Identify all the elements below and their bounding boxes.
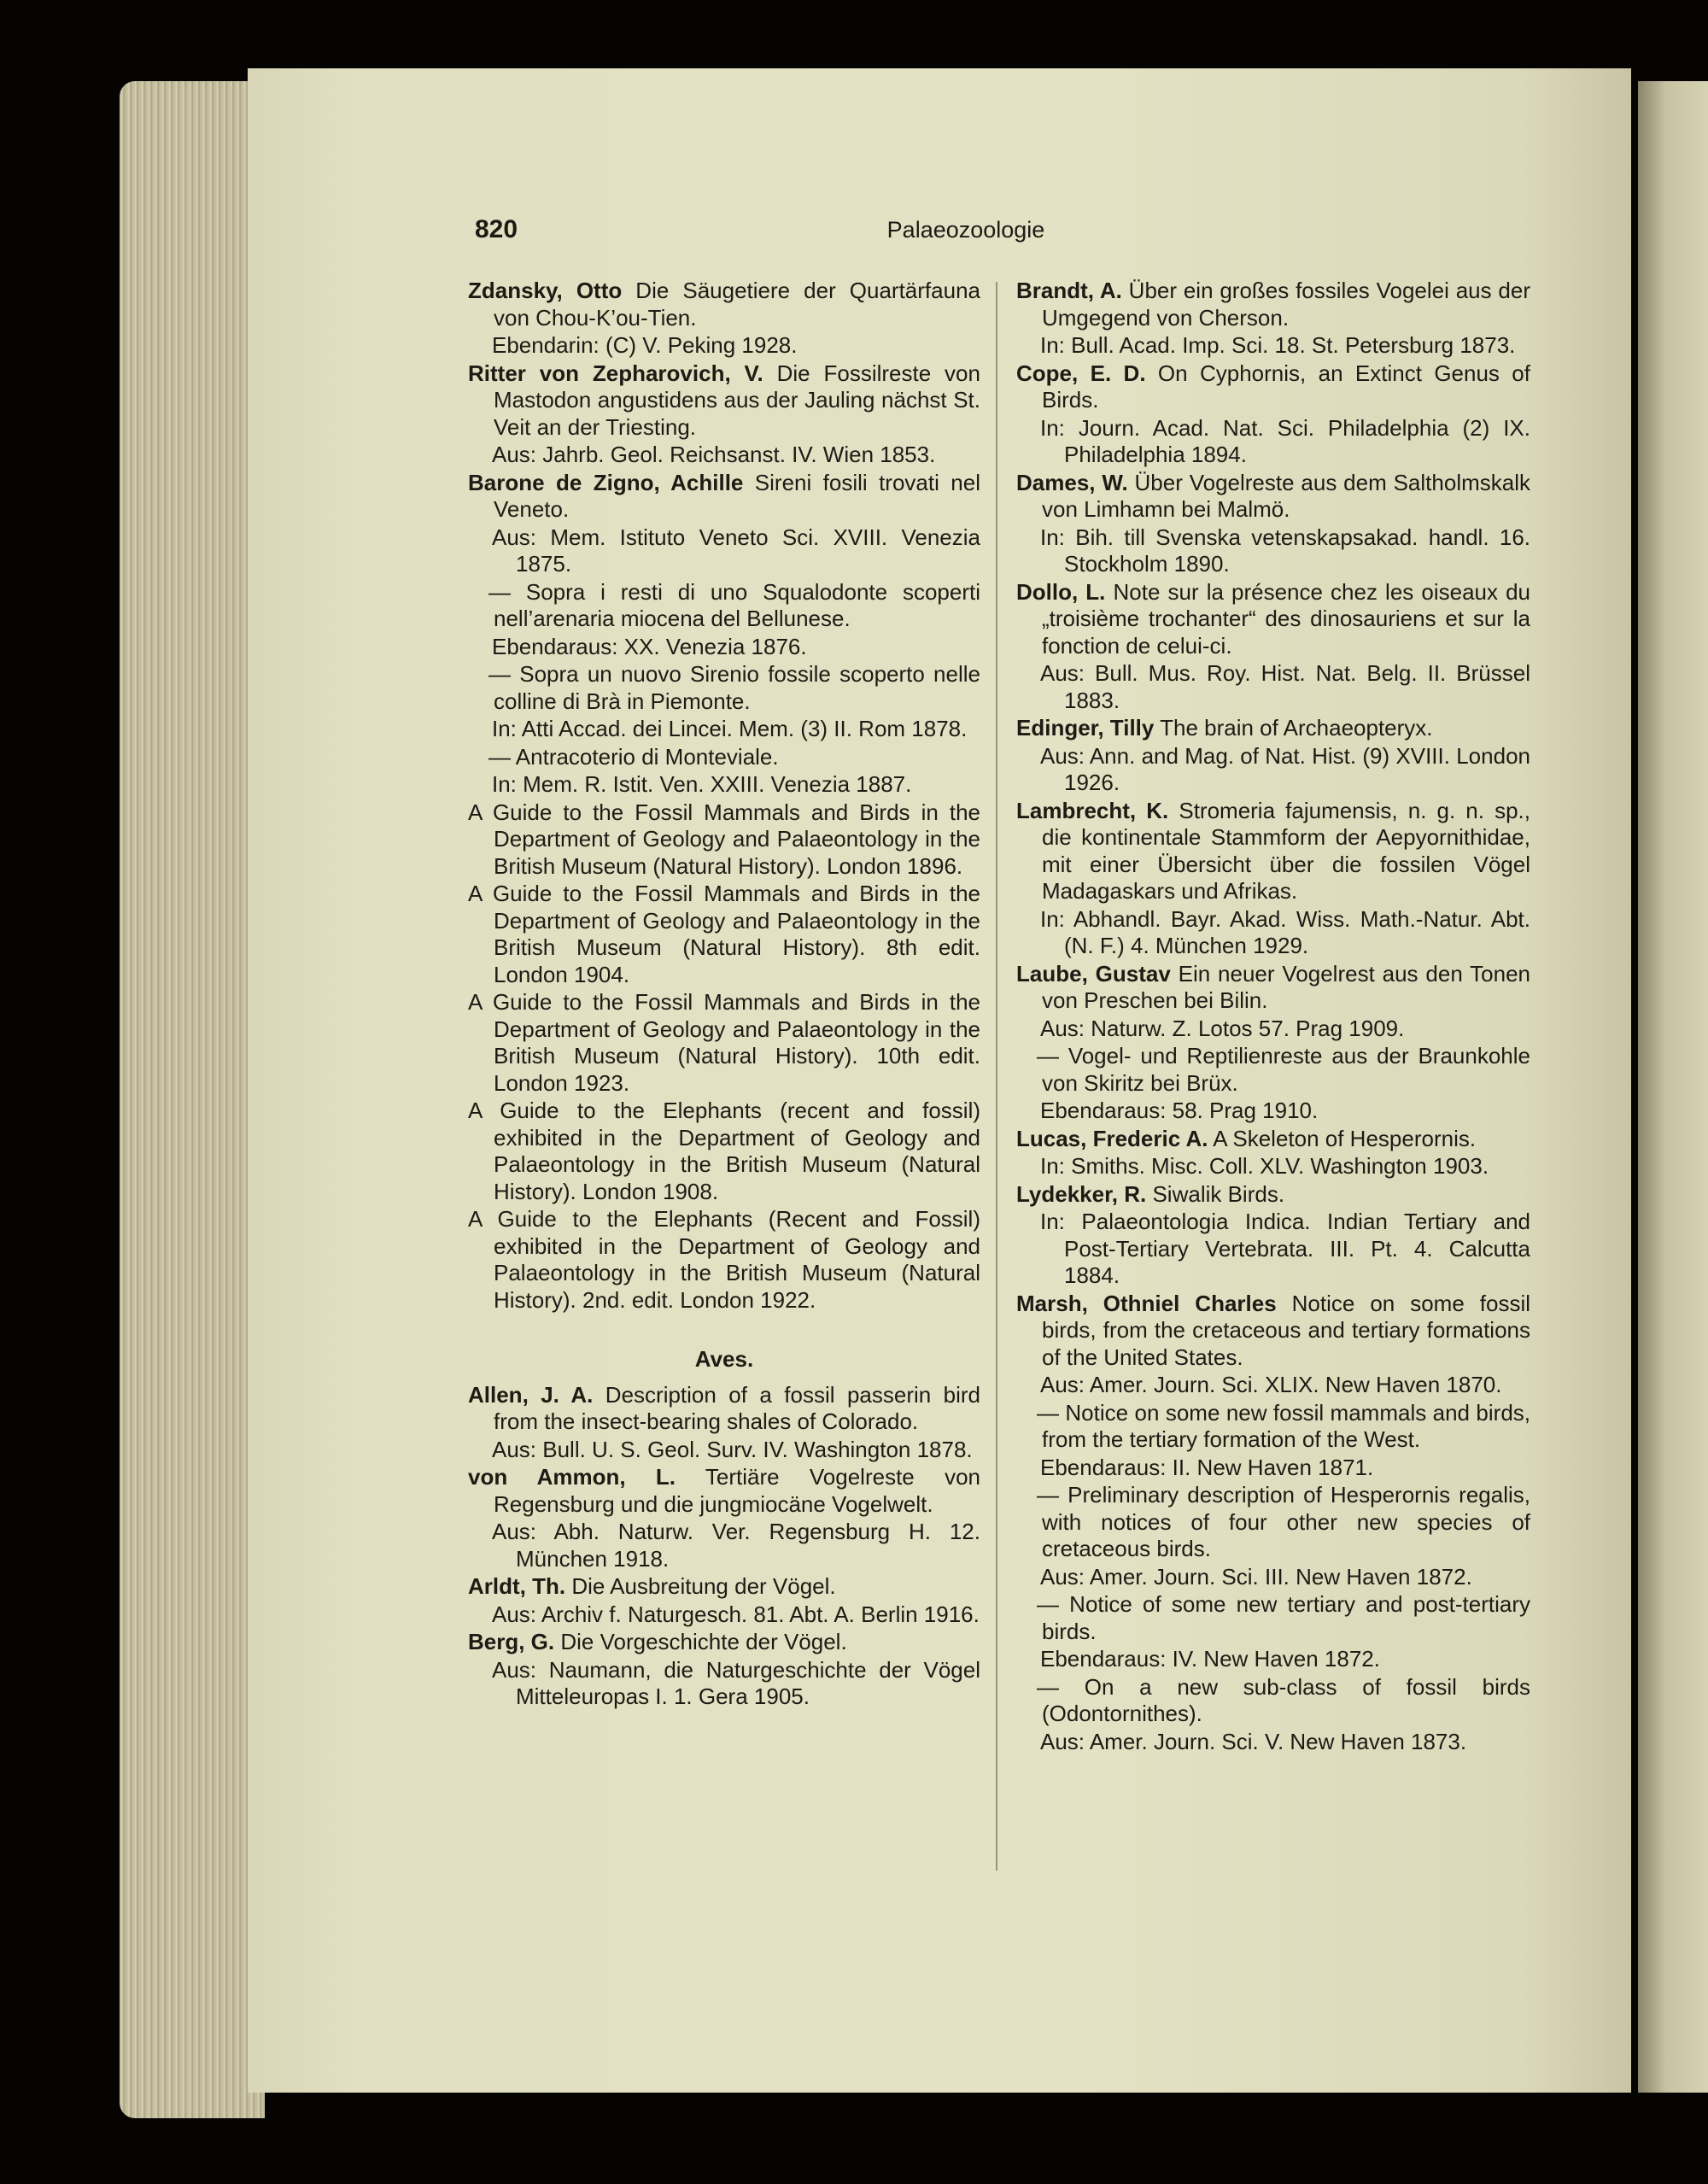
aves-bibliography-list — [468, 1382, 980, 1711]
page-number: 820 — [475, 215, 518, 243]
entry-text: Die Vorgeschichte der Vögel. — [554, 1629, 847, 1654]
bibliography-entry — [468, 1573, 980, 1601]
running-title: Palaeozoologie — [886, 217, 1045, 243]
entry-text: Description of a fossil passerin bird from the insect-bearing shales of Colorado. — [494, 1381, 980, 1434]
bibliography-entry — [468, 470, 980, 524]
entry-text: A Guide to the Fossil Mammals and Birds in the Department of Geology and Palaeontology in the British Museum (Natural History). London 1896. — [468, 799, 980, 879]
entry-text: — Vogel- und Reptilienreste aus der Braunkohle von Skiritz bei Brüx. — [1037, 1043, 1530, 1096]
bibliography-entry — [468, 1382, 980, 1436]
left-column — [468, 278, 980, 1712]
bibliography-entry — [1016, 1126, 1530, 1153]
left-bibliography-list — [468, 278, 980, 1314]
bibliography-entry — [468, 799, 980, 881]
bibliography-entry — [1016, 470, 1530, 524]
entry-text: In: Bull. Acad. Imp. Sci. 18. St. Petersburg 1873. — [1040, 332, 1516, 358]
publication-line — [1016, 1646, 1530, 1673]
publication-line — [468, 771, 980, 799]
bibliography-entry — [468, 989, 980, 1097]
bibliography-subentry — [1016, 1043, 1530, 1097]
bibliography-entry — [1016, 1181, 1530, 1209]
adjacent-page-edge — [1638, 81, 1708, 2093]
entry-text: Die Ausbreitung der Vögel. — [565, 1573, 836, 1599]
publication-line — [1016, 1098, 1530, 1125]
publication-line — [1016, 415, 1530, 469]
entry-text: — Notice of some new tertiary and post-tertiary birds. — [1037, 1591, 1530, 1644]
entry-text: — Sopra i resti di uno Squalodonte scoperti nell’arenaria miocena del Bellunese. — [488, 578, 980, 631]
bibliography-entry — [1016, 961, 1530, 1015]
entry-text: Note sur la présence chez les oiseaux du „troisième trochanter“ des dinosauriens et sur la fonction de celui-ci. — [1042, 578, 1530, 659]
bibliography-subentry — [1016, 1400, 1530, 1454]
entry-text: A Guide to the Fossil Mammals and Birds in the Department of Geology and Palaeontology in the British Museum (Natural History). 8th edit. London 1904. — [468, 881, 980, 987]
bibliography-subentry — [1016, 1674, 1530, 1728]
bibliography-entry — [468, 1464, 980, 1518]
publication-line — [468, 634, 980, 661]
entry-text: In: Mem. R. Istit. Ven. XXIII. Venezia 1887. — [492, 771, 912, 797]
publication-line — [468, 1437, 980, 1464]
entry-text: Tertiäre Vogelreste von Regensburg und die jungmiocäne Vogelwelt. — [494, 1464, 980, 1517]
entry-text: In: Journ. Acad. Nat. Sci. Philadelphia (2) IX. Philadelphia 1894. — [1040, 414, 1530, 467]
bibliography-entry — [468, 1206, 980, 1314]
entry-text: Über Vogelreste aus dem Saltholmskalk von Limhamn bei Malmö. — [1042, 469, 1530, 522]
bibliography-entry — [1016, 360, 1530, 414]
publication-line — [468, 1601, 980, 1629]
publication-line — [1016, 332, 1530, 360]
entry-author: Berg, G. — [468, 1629, 555, 1654]
entry-text: Notice on some fossil birds, from the cretaceous and tertiary formations of the United States. — [1042, 1290, 1531, 1370]
entry-text: The brain of Archaeopteryx. — [1154, 715, 1433, 741]
entry-text: Ebendaraus: 58. Prag 1910. — [1040, 1098, 1319, 1123]
right-bibliography-list — [1016, 278, 1530, 1755]
entry-text: Die Fossilreste von Mastodon angustidens aus der Jauling nächst St. Veit an der Triesting. — [494, 360, 980, 440]
entry-author: Dollo, L. — [1016, 578, 1106, 605]
entry-text: — Sopra un nuovo Sirenio fossile scoperto nelle colline di Brà in Piemonte. — [488, 661, 980, 714]
entry-author: Cope, E. D. — [1016, 360, 1146, 386]
entry-text: Sireni fosili trovati nel Veneto. — [494, 469, 980, 522]
entry-text: In: Bih. till Svenska vetenskapsakad. handl. 16. Stockholm 1890. — [1040, 524, 1530, 577]
publication-line — [1016, 1209, 1530, 1290]
publication-line — [468, 1657, 980, 1711]
bibliography-subentry — [468, 744, 980, 771]
entry-text: A Guide to the Elephants (recent and fossil) exhibited in the Department of Geology and Palaeontology in the British Museum (Natural History). London 1908. — [468, 1098, 980, 1204]
bibliography-subentry — [468, 661, 980, 715]
bibliography-entry — [468, 360, 980, 442]
entry-text: Aus: Bull. U. S. Geol. Surv. IV. Washington 1878. — [492, 1436, 973, 1462]
entry-text: In: Abhandl. Bayr. Akad. Wiss. Math.-Natur. Abt. (N. F.) 4. München 1929. — [1040, 905, 1530, 958]
bibliography-entry — [1016, 579, 1530, 660]
bibliography-entry — [468, 881, 980, 988]
entry-text: Ebendaraus: XX. Venezia 1876. — [492, 633, 807, 659]
publication-line — [468, 1519, 980, 1572]
publication-line — [468, 716, 980, 743]
publication-line — [1016, 1372, 1530, 1399]
entry-text: Über ein großes fossiles Vogelei aus der Umgegend von Cherson. — [1042, 278, 1531, 331]
publication-line — [1016, 1153, 1530, 1180]
bibliography-subentry — [468, 579, 980, 633]
entry-author: Edinger, Tilly — [1016, 715, 1155, 741]
entry-text: A Skeleton of Hesperornis. — [1208, 1125, 1477, 1151]
publication-line — [468, 332, 980, 360]
entry-text: Aus: Amer. Journ. Sci. III. New Haven 1872. — [1040, 1563, 1472, 1590]
entry-text: — Notice on some new fossil mammals and birds, from the tertiary formation of the West. — [1037, 1399, 1530, 1452]
entry-author: Brandt, A. — [1016, 278, 1122, 303]
entry-text: A Guide to the Fossil Mammals and Birds in the Department of Geology and Palaeontology in the British Museum (Natural History). 10th edit. London 1923. — [468, 989, 980, 1096]
bibliography-entry — [468, 1098, 980, 1205]
column-divider — [996, 282, 997, 1871]
entry-author: Arldt, Th. — [468, 1573, 566, 1599]
entry-author: Barone de Zigno, Achille — [468, 469, 744, 495]
entry-text: Aus: Archiv f. Naturgesch. 81. Abt. A. Berlin 1916. — [492, 1601, 980, 1627]
entry-author: Marsh, Othniel Charles — [1016, 1290, 1277, 1316]
entry-text: Stromeria fajumensis, n. g. n. sp., die kontinentale Stammform der Aepyornithidae, mit einer Übersicht über die fossilen Vögel Madagaskars und Afrikas. — [1042, 797, 1530, 904]
entry-author: Lambrecht, K. — [1016, 797, 1169, 823]
entry-author: Zdansky, Otto — [468, 278, 623, 303]
publication-line — [1016, 1455, 1530, 1482]
entry-text: A Guide to the Elephants (Recent and Fossil) exhibited in the Department of Geology and Palaeontology in the British Museum (Natural History). 2nd. edit. London 1922. — [468, 1206, 980, 1313]
entry-text: Aus: Bull. Mus. Roy. Hist. Nat. Belg. II. Brüssel 1883. — [1040, 660, 1530, 713]
entry-text: Ein neuer Vogelrest aus den Tonen von Preschen bei Bilin. — [1042, 960, 1530, 1013]
entry-author: Laube, Gustav — [1016, 960, 1171, 987]
bibliography-entry — [1016, 1291, 1530, 1372]
bibliography-entry — [468, 1629, 980, 1656]
entry-text: Aus: Amer. Journ. Sci. XLIX. New Haven 1870. — [1040, 1372, 1502, 1397]
bibliography-subentry — [1016, 1591, 1530, 1645]
entry-author: Lydekker, R. — [1016, 1180, 1147, 1207]
publication-line — [1016, 906, 1530, 960]
publication-line — [1016, 1564, 1530, 1591]
bibliography-entry — [1016, 715, 1530, 742]
entry-author: Dames, W. — [1016, 469, 1128, 495]
entry-text: Aus: Abh. Naturw. Ver. Regensburg H. 12. München 1918. — [492, 1519, 980, 1572]
entry-text: Aus: Amer. Journ. Sci. V. New Haven 1873. — [1040, 1728, 1467, 1754]
page-header — [475, 215, 1457, 249]
book-page-edges — [120, 81, 265, 2118]
entry-author: Allen, J. A. — [468, 1381, 594, 1408]
publication-line — [1016, 1729, 1530, 1756]
publication-line — [1016, 743, 1530, 797]
bibliography-entry — [468, 278, 980, 331]
entry-author: Lucas, Frederic A. — [1016, 1125, 1208, 1151]
entry-text: In: Palaeontologia Indica. Indian Tertiary and Post-Tertiary Vertebrata. III. Pt. 4. Calcutta 1884. — [1040, 1209, 1530, 1288]
entry-text: Die Säugetiere der Quartärfauna von Chou-K’ou-Tien. — [494, 278, 980, 331]
publication-line — [1016, 524, 1530, 578]
entry-text: Aus: Mem. Istituto Veneto Sci. XVIII. Venezia 1875. — [492, 524, 980, 577]
publication-line — [468, 442, 980, 469]
entry-author: von Ammon, L. — [468, 1464, 676, 1490]
entry-author: Ritter von Zepharovich, V. — [468, 360, 763, 386]
bibliography-entry — [1016, 278, 1530, 331]
entry-text: Siwalik Birds. — [1146, 1180, 1285, 1207]
entry-text: Aus: Ann. and Mag. of Nat. Hist. (9) XVIII. London 1926. — [1040, 742, 1530, 795]
entry-text: Ebendarin: (C) V. Peking 1928. — [492, 332, 798, 358]
entry-text: Aus: Naumann, die Naturgeschichte der Vögel Mitteleuropas I. 1. Gera 1905. — [492, 1656, 980, 1709]
right-column — [1016, 278, 1530, 1756]
publication-line — [1016, 1016, 1530, 1043]
bibliography-entry — [1016, 798, 1530, 905]
entry-text: On Cyphornis, an Extinct Genus of Birds. — [1042, 360, 1530, 413]
publication-line — [468, 524, 980, 578]
section-title-aves: Aves. — [694, 1346, 754, 1372]
entry-text: In: Smiths. Misc. Coll. XLV. Washington 1903. — [1040, 1153, 1489, 1179]
entry-text: Aus: Jahrb. Geol. Reichsanst. IV. Wien 1853. — [492, 442, 936, 467]
publication-line — [1016, 660, 1530, 714]
entry-text: — On a new sub-class of fossil birds (Odontornithes). — [1037, 1673, 1530, 1726]
entry-text: Ebendaraus: IV. New Haven 1872. — [1040, 1646, 1380, 1672]
entry-text: Aus: Naturw. Z. Lotos 57. Prag 1909. — [1040, 1015, 1405, 1041]
entry-text: — Preliminary description of Hesperornis regalis, with notices of four other new species of cretaceous birds. — [1037, 1482, 1530, 1561]
entry-text: — Antracoterio di Monteviale. — [488, 743, 779, 770]
entry-text: In: Atti Accad. dei Lincei. Mem. (3) II. Rom 1878. — [492, 716, 968, 741]
entry-text: Ebendaraus: II. New Haven 1871. — [1040, 1454, 1374, 1480]
bibliography-subentry — [1016, 1482, 1530, 1563]
